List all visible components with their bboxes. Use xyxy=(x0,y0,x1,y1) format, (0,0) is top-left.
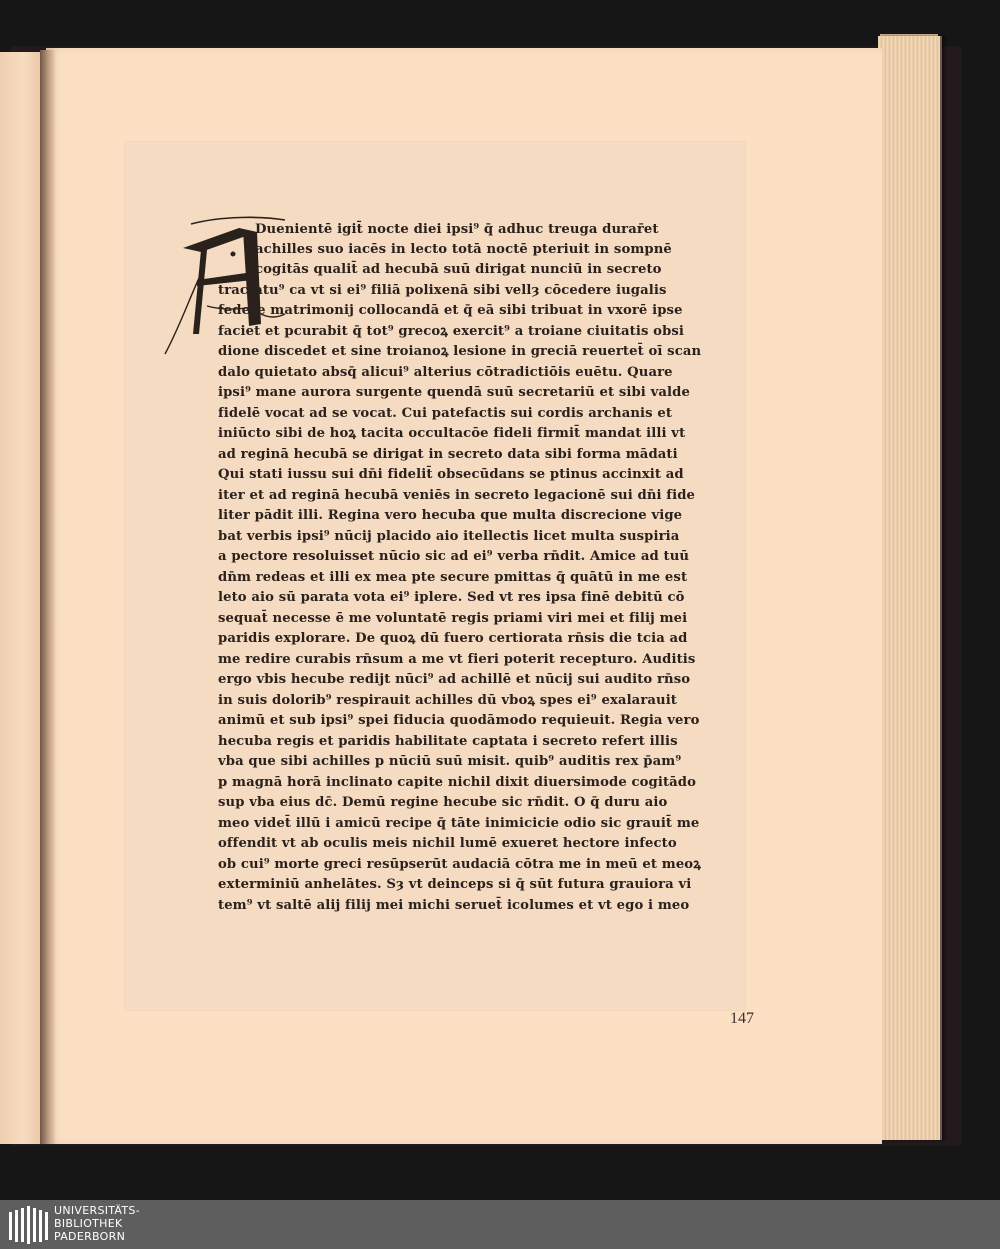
text-line: achilles suo iacēs in lecto totā noctē pteriuit in sompnē xyxy=(255,242,672,257)
text-line: offendit vt ab oculis meis nichil lumē exueret hectore infecto xyxy=(218,836,677,851)
text-line: leto aio sū parata vota ei⁹ iplere. Sed vt res ipsa finē debitū cō xyxy=(218,590,685,605)
text-line: ipsi⁹ mane aurora surgente quendā suū secretariū et sibi valde xyxy=(218,385,690,400)
library-footer xyxy=(0,1200,1000,1249)
text-line: fidelē vocat ad se vocat. Cui patefactis sui cordis archanis et xyxy=(218,406,673,421)
page-edges xyxy=(878,36,942,1140)
text-line: bat verbis ipsi⁹ nūcij placido aio itellectis licet multa suspiria xyxy=(218,529,680,544)
text-line: liter pādit illi. Regina vero hecuba que multa discrecione vige xyxy=(218,508,683,523)
library-name-line: BIBLIOTHEK xyxy=(54,1217,123,1230)
text-line: sequat̄ necesse ē me voluntatē regis priami viri mei et filij mei xyxy=(218,611,688,626)
text-line: faciet et pcurabit q̄ tot⁹ grecoꝝ exercit⁹ a troiane ciuitatis obsi xyxy=(218,324,685,339)
text-line: federe matrimonij collocandā et q̄ eā sibi tribuat in vxorē ipse xyxy=(218,303,683,318)
text-line: hecuba regis et paridis habilitate captata i secreto refert illis xyxy=(218,734,678,749)
text-line: a pectore resoluisset nūcio sic ad ei⁹ verba rn̄dit. Amice ad tuū xyxy=(218,549,690,564)
text-line: me redire curabis rn̄sum a me vt fieri poterit recepturo. Auditis xyxy=(218,652,696,667)
library-name xyxy=(54,1204,140,1243)
text-line: p magnā horā inclinato capite nichil dixit diuersimode cogitādo xyxy=(218,775,697,790)
facsimile-plate xyxy=(125,142,745,1010)
text-line: cogitās qualit̄ ad hecubā suū dirigat nunciū in secreto xyxy=(255,262,662,277)
page-number: 147 xyxy=(730,1010,754,1027)
text-line: meo videt̄ illū i amicū recipe q̄ tāte inimicicie odio sic grauit̄ me xyxy=(218,816,700,831)
text-line: Duenientē igit̄ nocte diei ipsi⁹ q̄ adhuc treuga durar̄et xyxy=(255,222,659,237)
library-logo-icon xyxy=(8,1206,50,1244)
text-line: iniūcto sibi de hoꝝ tacita occultacōe fideli firmit̄ mandat illi vt xyxy=(218,426,686,441)
text-line: dalo quietato absq̄ alicui⁹ alterius cōtradictiōis euētu. Quare xyxy=(218,365,673,380)
text-line: paridis explorare. De quoꝝ dū fuero certiorata rn̄sis die tcia ad xyxy=(218,631,688,646)
text-line: ergo vbis hecube redijt nūci⁹ ad achillē et nūcij sui audito rn̄so xyxy=(218,672,691,687)
text-line: dn̄m redeas et illi ex mea pte secure pmittas q̄ quātū in me est xyxy=(218,570,688,585)
text-line: sup vba eius dc̄. Demū regine hecube sic rn̄dit. O q̄ duru aio xyxy=(218,795,668,810)
text-line: iter et ad reginā hecubā veniēs in secreto legacionē sui dn̄i fide xyxy=(218,488,695,503)
text-line: Qui stati iussu sui dn̄i fidelit̄ obsecūdans se ptinus accinxit ad xyxy=(218,467,684,482)
text-line: in suis dolorib⁹ respirauit achilles dū vboꝝ spes ei⁹ exalarauit xyxy=(218,693,678,708)
library-name-line: PADERBORN xyxy=(54,1230,126,1243)
library-name-line: UNIVERSITÄTS- xyxy=(54,1204,140,1217)
text-line: ob cui⁹ morte greci resūpserūt audaciā cōtra me in meū et meoꝝ xyxy=(218,857,701,872)
gutter-shadow xyxy=(40,50,56,1144)
recto-page xyxy=(46,48,882,1144)
text-line: tem⁹ vt saltē alij filij mei michi seruet̄ icolumes et vt ego i meo xyxy=(218,898,690,913)
text-line: dione discedet et sine troianoꝝ lesione in greciā reuertet̄ oī scan xyxy=(218,344,702,359)
text-line: tractatu⁹ ca vt si ei⁹ filiā polixenā sibi vellȝ cōcedere iugalis xyxy=(218,283,667,298)
text-line: ad reginā hecubā se dirigat in secreto data sibi forma mādati xyxy=(218,447,678,462)
text-line: vba que sibi achilles p nūciū suū misit. quib⁹ auditis rex p̄am⁹ xyxy=(218,754,682,769)
text-line: animū et sub ipsi⁹ spei fiducia quodāmodo requieuit. Regia vero xyxy=(218,713,700,728)
text-line: exterminiū anhelātes. Sȝ vt deinceps si q̄ sūt futura grauiora vi xyxy=(218,877,692,892)
